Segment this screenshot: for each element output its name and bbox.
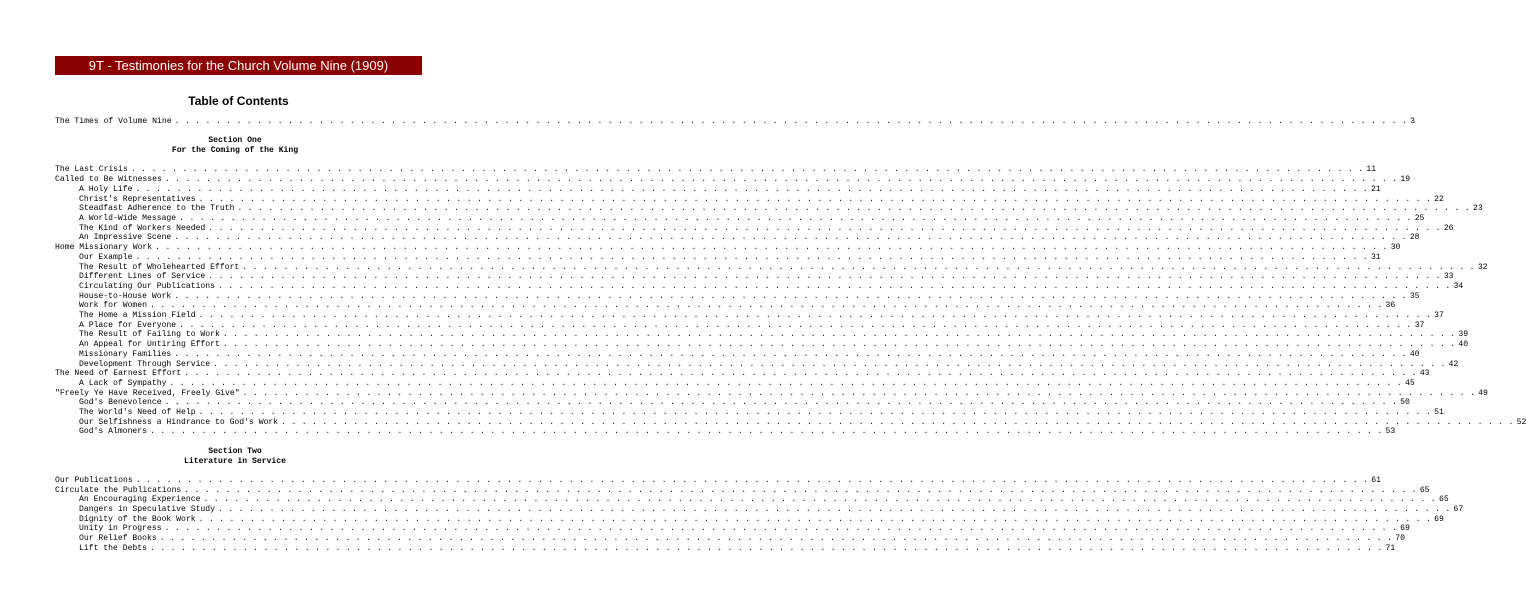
toc-entry-label: Our Example [79,252,133,262]
toc-entry-page: 70 [1395,534,1405,544]
toc-entry-label: The World's Need of Help [79,408,196,418]
dot-leader: . . . . . . . . . . . . . . . . . . . . . . . . . . . . . . . . . . . . . . . . . . . . . . . . . . . . . . . . . . . . . . . . . . . . . . . . . . . . . . . . . . . . . . . . . . . . . . . . . . . . . . . . . . . . . . . . . . . . . . . . [174,291,1407,301]
toc-entry-page: 36 [1385,301,1396,311]
dot-leader: . . . . . . . . . . . . . . . . . . . . . . . . . . . . . . . . . . . . . . . . . . . . . . . . . . . . . . . . . . . . . . . . . . . . . . . . . . . . . . . . . . . . . . . . . . . . . . . . . . . . . . . . . . . . . . . . . . . . . . . . [164,175,1398,185]
toc-entry-page: 69 [1434,514,1444,524]
toc-entry [55,408,1444,418]
table-of-contents [55,117,1526,554]
toc-entry-page: 40 [1458,340,1469,350]
toc-entry-label: A World-Wide Message [79,214,177,223]
toc-entry-page: 11 [1366,165,1377,175]
dot-leader: . . . . . . . . . . . . . . . . . . . . . . . . . . . . . . . . . . . . . . . . . . . . . . . . . . . . . . . . . . . . . . . . . . . . . . . . . . . . . . . . . . . . . . . . . . . . . . . . . . . . . . . . . . . . . . . . . . . . . . . . [281,417,1514,427]
toc-entry-page: 39 [1458,330,1469,340]
toc-entry [55,330,1469,340]
toc-entry [55,543,1396,554]
dot-leader: . . . . . . . . . . . . . . . . . . . . . . . . . . . . . . . . . . . . . . . . . . . . . . . . . . . . . . . . . . . . . . . . . . . . . . . . . . . . . . . . . . . . . . . . . . . . . . . . . . . . . . . . . . . . . . . . . . . . . . . . [179,320,1412,330]
toc-entry [55,233,1420,243]
dot-leader: . . . . . . . . . . . . . . . . . . . . . . . . . . . . . . . . . . . . . . . . . . . . . . . . . . . . . . . . . . . . . . . . . . . . . . . . . . . . . . . . . . . . . . . . . . . . . . . . . . . . . . . . . . . . . . . . . . . . . . . . [213,359,1446,369]
dot-leader: . . . . . . . . . . . . . . . . . . . . . . . . . . . . . . . . . . . . . . . . . . . . . . . . . . . . . . . . . . . . . . . . . . . . . . . . . . . . . . . . . . . . . . . . . . . . . . . . . . . . . . . . . . . . . . . . . . . . . . . . [174,233,1407,243]
toc-entry [55,281,1464,292]
toc-entry [55,301,1396,311]
toc-entry-page: 69 [1400,524,1410,534]
toc-entry-page: 19 [1400,175,1411,185]
toc-entry [55,427,1396,437]
dot-leader: . . . . . . . . . . . . . . . . . . . . . . . . . . . . . . . . . . . . . . . . . . . . . . . . . . . . . . . . . . . . . . . . . . . . . . . . . . . . . . . . . . . . . . . . . . . . . . . . . . . . . . . . . . . . . . . . . . . . . . . . [184,485,1417,495]
toc-entry [55,524,1410,534]
toc-entry-label: Lift the Debts [79,543,147,553]
toc-entry-label: Our Publications [55,475,133,485]
dot-leader: . . . . . . . . . . . . . . . . . . . . . . . . . . . . . . . . . . . . . . . . . . . . . . . . . . . . . . . . . . . . . . . . . . . . . . . . . . . . . . . . . . . . . . . . . . . . . . . . . . . . . . . . . . . . . . . . . . . . . . . . [155,243,1388,253]
document-title-banner: 9T - Testimonies for the Church Volume Nine (1909) [55,56,422,75]
toc-entry [55,417,1526,428]
toc-entry-label: The Kind of Workers Needed [79,223,206,233]
toc-entry [55,175,1411,185]
toc-entry-page: 21 [1370,184,1381,194]
toc-entry [55,243,1401,253]
toc-entry-page: 23 [1472,204,1483,214]
section-subtitle: For the Coming of the King [171,146,299,156]
toc-entry-label: Our Relief Books [79,534,157,544]
section-title: Section One [208,136,262,146]
toc-entry-page: 34 [1453,281,1464,291]
dot-leader: . . . . . . . . . . . . . . . . . . . . . . . . . . . . . . . . . . . . . . . . . . . . . . . . . . . . . . . . . . . . . . . . . . . . . . . . . . . . . . . . . . . . . . . . . . . . . . . . . . . . . . . . . . . . . . . . . . . . . . . . [242,388,1476,398]
dot-leader: . . . . . . . . . . . . . . . . . . . . . . . . . . . . . . . . . . . . . . . . . . . . . . . . . . . . . . . . . . . . . . . . . . . . . . . . . . . . . . . . . . . . . . . . . . . . . . . . . . . . . . . . . . . . . . . . . . . . . . . . [179,214,1412,223]
toc-entry-page: 33 [1443,272,1454,282]
dot-leader: . . . . . . . . . . . . . . . . . . . . . . . . . . . . . . . . . . . . . . . . . . . . . . . . . . . . . . . . . . . . . . . . . . . . . . . . . . . . . . . . . . . . . . . . . . . . . . . . . . . . . . . . . . . . . . . . . . . . . . . . [237,204,1470,214]
toc-entry-page: 3 [1410,117,1415,126]
toc-entry [55,388,1488,399]
toc-entry-label: The Need of Earnest Effort [55,369,182,379]
dot-leader: . . . . . . . . . . . . . . . . . . . . . . . . . . . . . . . . . . . . . . . . . . . . . . . . . . . . . . . . . . . . . . . . . . . . . . . . . . . . . . . . . . . . . . . . . . . . . . . . . . . . . . . . . . . . . . . . . . . . . . . . [159,534,1393,544]
toc-entry [55,291,1420,302]
toc-entry-label: Circulate the Publications [55,485,182,495]
section-title: Section Two [208,446,262,456]
toc-entry-label: Missionary Families [79,349,172,359]
toc-entry [55,495,1449,505]
toc-entry-page: 22 [1434,194,1444,204]
toc-entry-label: The Last Crisis [55,165,128,175]
toc-entry-label: "Freely Ye Have Received, Freely Give" [55,388,240,398]
dot-leader: . . . . . . . . . . . . . . . . . . . . . . . . . . . . . . . . . . . . . . . . . . . . . . . . . . . . . . . . . . . . . . . . . . . . . . . . . . . . . . . . . . . . . . . . . . . . . . . . . . . . . . . . . . . . . . . . . . . . . . . . [150,427,1383,437]
dot-leader: . . . . . . . . . . . . . . . . . . . . . . . . . . . . . . . . . . . . . . . . . . . . . . . . . . . . . . . . . . . . . . . . . . . . . . . . . . . . . . . . . . . . . . . . . . . . . . . . . . . . . . . . . . . . . . . . . . . . . . . . [198,194,1432,204]
toc-entry-page: 31 [1370,252,1381,262]
toc-entry [55,340,1469,350]
dot-leader: . . . . . . . . . . . . . . . . . . . . . . . . . . . . . . . . . . . . . . . . . . . . . . . . . . . . . . . . . . . . . . . . . . . . . . . . . . . . . . . . . . . . . . . . . . . . . . . . . . . . . . . . . . . . . . . . . . . . . . . . [222,330,1456,340]
toc-entry-page: 35 [1409,291,1420,301]
toc-entry-label: An Impressive Scene [79,233,172,243]
dot-leader: . . . . . . . . . . . . . . . . . . . . . . . . . . . . . . . . . . . . . . . . . . . . . . . . . . . . . . . . . . . . . . . . . . . . . . . . . . . . . . . . . . . . . . . . . . . . . . . . . . . . . . . . . . . . . . . . . . . . . . . . [208,272,1441,282]
toc-entry [55,359,1459,370]
dot-leader: . . . . . . . . . . . . . . . . . . . . . . . . . . . . . . . . . . . . . . . . . . . . . . . . . . . . . . . . . . . . . . . . . . . . . . . . . . . . . . . . . . . . . . . . . . . . . . . . . . . . . . . . . . . . . . . . . . . . . . . . [218,505,1451,515]
toc-entry [55,262,1488,273]
toc-entry-label: Dignity of the Book Work [79,514,196,524]
dot-leader: . . . . . . . . . . . . . . . . . . . . . . . . . . . . . . . . . . . . . . . . . . . . . . . . . . . . . . . . . . . . . . . . . . . . . . . . . . . . . . . . . . . . . . . . . . . . . . . . . . . . . . . . . . . . . . . . . . . . . . . . [198,514,1432,524]
toc-entry [55,378,1415,389]
toc-entry-label: A Place for Everyone [79,320,177,330]
toc-entry-label: Steadfast Adherence to the Truth [79,204,235,214]
dot-leader: . . . . . . . . . . . . . . . . . . . . . . . . . . . . . . . . . . . . . . . . . . . . . . . . . . . . . . . . . . . . . . . . . . . . . . . . . . . . . . . . . . . . . . . . . . . . . . . . . . . . . . . . . . . . . . . . . . . . . . . . [198,408,1432,418]
toc-entry [55,311,1444,321]
toc-entry [55,320,1425,331]
dot-leader: . . . . . . . . . . . . . . . . . . . . . . . . . . . . . . . . . . . . . . . . . . . . . . . . . . . . . . . . . . . . . . . . . . . . . . . . . . . . . . . . . . . . . . . . . . . . . . . . . . . . . . . . . . . . . . . . . . . . . . . . [242,262,1475,272]
toc-entry-page: 28 [1409,233,1420,243]
toc-entry-label: Circulating Our Publications [79,281,215,291]
toc-entry [55,194,1444,205]
dot-leader: . . . . . . . . . . . . . . . . . . . . . . . . . . . . . . . . . . . . . . . . . . . . . . . . . . . . . . . . . . . . . . . . . . . . . . . . . . . . . . . . . . . . . . . . . . . . . . . . . . . . . . . . . . . . . . . . . . . . . . . . [150,543,1383,553]
toc-entry-label: Our Selfishness a Hindrance to God's Work [79,417,279,427]
toc-entry-page: 49 [1478,388,1488,398]
toc-entry-page: 65 [1419,485,1430,495]
dot-leader: . . . . . . . . . . . . . . . . . . . . . . . . . . . . . . . . . . . . . . . . . . . . . . . . . . . . . . . . . . . . . . . . . . . . . . . . . . . . . . . . . . . . . . . . . . . . . . . . . . . . . . . . . . . . . . . . . . . . . . . . [135,475,1369,485]
toc-entry-label: Called to Be Witnesses [55,175,162,185]
toc-entry-label: Dangers in Speculative Study [79,505,215,515]
toc-entry [55,204,1483,214]
toc-entry [55,184,1381,195]
toc-entry [55,252,1381,263]
toc-entry-label: God's Benevolence [79,398,162,408]
toc-entry-page: 52 [1516,417,1526,427]
toc-entry [55,398,1410,408]
toc-entry-page: 45 [1404,378,1415,388]
toc-entry [55,485,1430,496]
toc-heading: Table of Contents [188,94,289,108]
toc-entry-label: Different Lines of Service [79,272,206,282]
toc-entry [55,223,1454,234]
dot-leader: . . . . . . . . . . . . . . . . . . . . . . . . . . . . . . . . . . . . . . . . . . . . . . . . . . . . . . . . . . . . . . . . . . . . . . . . . . . . . . . . . . . . . . . . . . . . . . . . . . . . . . . . . . . . . . . . . . . . . . . . [208,223,1441,233]
toc-entry-page: 42 [1448,359,1459,369]
toc-entry-label: The Times of Volume Nine [55,117,172,126]
dot-leader: . . . . . . . . . . . . . . . . . . . . . . . . . . . . . . . . . . . . . . . . . . . . . . . . . . . . . . . . . . . . . . . . . . . . . . . . . . . . . . . . . . . . . . . . . . . . . . . . . . . . . . . . . . . . . . . . . . . . . . . . [184,369,1417,379]
toc-entry [55,349,1420,360]
toc-entry [55,369,1430,379]
dot-leader: . . . . . . . . . . . . . . . . . . . . . . . . . . . . . . . . . . . . . . . . . . . . . . . . . . . . . . . . . . . . . . . . . . . . . . . . . . . . . . . . . . . . . . . . . . . . . . . . . . . . . . . . . . . . . . . . . . . . . . . . [222,340,1456,350]
toc-entry-label: An Appeal for Untiring Effort [79,340,220,350]
dot-leader: . . . . . . . . . . . . . . . . . . . . . . . . . . . . . . . . . . . . . . . . . . . . . . . . . . . . . . . . . . . . . . . . . . . . . . . . . . . . . . . . . . . . . . . . . . . . . . . . . . . . . . . . . . . . . . . . . . . . . . . . [150,301,1383,311]
toc-entry [55,534,1405,544]
toc-entry-label: The Result of Failing to Work [79,330,220,340]
dot-leader: . . . . . . . . . . . . . . . . . . . . . . . . . . . . . . . . . . . . . . . . . . . . . . . . . . . . . . . . . . . . . . . . . . . . . . . . . . . . . . . . . . . . . . . . . . . . . . . . . . . . . . . . . . . . . . . . . . . . . . . . [174,117,1408,126]
toc-entry [55,475,1381,486]
toc-entry [55,272,1454,282]
toc-entry-page: 40 [1409,349,1420,359]
toc-entry-page: 50 [1400,398,1410,408]
toc-entry-page: 37 [1434,311,1444,321]
toc-entry [55,165,1377,175]
toc-entry-page: 71 [1385,543,1396,553]
dot-leader: . . . . . . . . . . . . . . . . . . . . . . . . . . . . . . . . . . . . . . . . . . . . . . . . . . . . . . . . . . . . . . . . . . . . . . . . . . . . . . . . . . . . . . . . . . . . . . . . . . . . . . . . . . . . . . . . . . . . . . . . [130,165,1364,175]
dot-leader: . . . . . . . . . . . . . . . . . . . . . . . . . . . . . . . . . . . . . . . . . . . . . . . . . . . . . . . . . . . . . . . . . . . . . . . . . . . . . . . . . . . . . . . . . . . . . . . . . . . . . . . . . . . . . . . . . . . . . . . . [169,378,1402,388]
toc-entry-page: 43 [1419,369,1430,379]
toc-entry-intro [55,117,1415,127]
dot-leader: . . . . . . . . . . . . . . . . . . . . . . . . . . . . . . . . . . . . . . . . . . . . . . . . . . . . . . . . . . . . . . . . . . . . . . . . . . . . . . . . . . . . . . . . . . . . . . . . . . . . . . . . . . . . . . . . . . . . . . . . [203,495,1436,505]
toc-entry-label: Work for Women [79,301,147,311]
toc-entry-label: Home Missionary Work [55,243,153,253]
toc-entry-page: 32 [1477,262,1488,272]
toc-entry [55,505,1464,515]
dot-leader: . . . . . . . . . . . . . . . . . . . . . . . . . . . . . . . . . . . . . . . . . . . . . . . . . . . . . . . . . . . . . . . . . . . . . . . . . . . . . . . . . . . . . . . . . . . . . . . . . . . . . . . . . . . . . . . . . . . . . . . . [135,184,1368,194]
toc-entry-page: 51 [1434,408,1444,418]
toc-entry-label: Development Through Service [79,359,211,369]
toc-entry [55,214,1425,224]
toc-entry-page: 25 [1414,214,1425,223]
dot-leader: . . . . . . . . . . . . . . . . . . . . . . . . . . . . . . . . . . . . . . . . . . . . . . . . . . . . . . . . . . . . . . . . . . . . . . . . . . . . . . . . . . . . . . . . . . . . . . . . . . . . . . . . . . . . . . . . . . . . . . . . [164,398,1398,408]
toc-entry-page: 67 [1453,505,1464,515]
toc-entry-page: 65 [1438,495,1449,505]
toc-entry-page: 37 [1414,320,1425,330]
toc-entry-page: 61 [1371,475,1381,485]
dot-leader: . . . . . . . . . . . . . . . . . . . . . . . . . . . . . . . . . . . . . . . . . . . . . . . . . . . . . . . . . . . . . . . . . . . . . . . . . . . . . . . . . . . . . . . . . . . . . . . . . . . . . . . . . . . . . . . . . . . . . . . . [198,311,1432,321]
toc-entry-label: The Result of Wholehearted Effort [79,262,240,272]
toc-entry-page: 30 [1390,243,1401,253]
toc-entry-page: 53 [1385,427,1396,437]
dot-leader: . . . . . . . . . . . . . . . . . . . . . . . . . . . . . . . . . . . . . . . . . . . . . . . . . . . . . . . . . . . . . . . . . . . . . . . . . . . . . . . . . . . . . . . . . . . . . . . . . . . . . . . . . . . . . . . . . . . . . . . . [218,281,1451,291]
toc-entry-label: Unity in Progress [79,524,162,534]
dot-leader: . . . . . . . . . . . . . . . . . . . . . . . . . . . . . . . . . . . . . . . . . . . . . . . . . . . . . . . . . . . . . . . . . . . . . . . . . . . . . . . . . . . . . . . . . . . . . . . . . . . . . . . . . . . . . . . . . . . . . . . . [164,524,1398,534]
toc-entry-label: A Lack of Sympathy [79,378,167,388]
toc-entry-label: An Encouraging Experience [79,495,201,505]
toc-entry-label: God's Almoners [79,427,147,437]
toc-entry-label: House-to-House Work [79,291,172,301]
toc-entry-label: Christ's Representatives [79,194,196,204]
toc-entry-label: The Home a Mission Field [79,311,196,321]
dot-leader: . . . . . . . . . . . . . . . . . . . . . . . . . . . . . . . . . . . . . . . . . . . . . . . . . . . . . . . . . . . . . . . . . . . . . . . . . . . . . . . . . . . . . . . . . . . . . . . . . . . . . . . . . . . . . . . . . . . . . . . . [135,252,1368,262]
toc-entry-label: A Holy Life [79,184,133,194]
toc-entry [55,514,1444,525]
toc-entry-page: 26 [1443,223,1454,233]
dot-leader: . . . . . . . . . . . . . . . . . . . . . . . . . . . . . . . . . . . . . . . . . . . . . . . . . . . . . . . . . . . . . . . . . . . . . . . . . . . . . . . . . . . . . . . . . . . . . . . . . . . . . . . . . . . . . . . . . . . . . . . . [174,349,1407,359]
section-subtitle: Literature in Service [184,456,286,466]
